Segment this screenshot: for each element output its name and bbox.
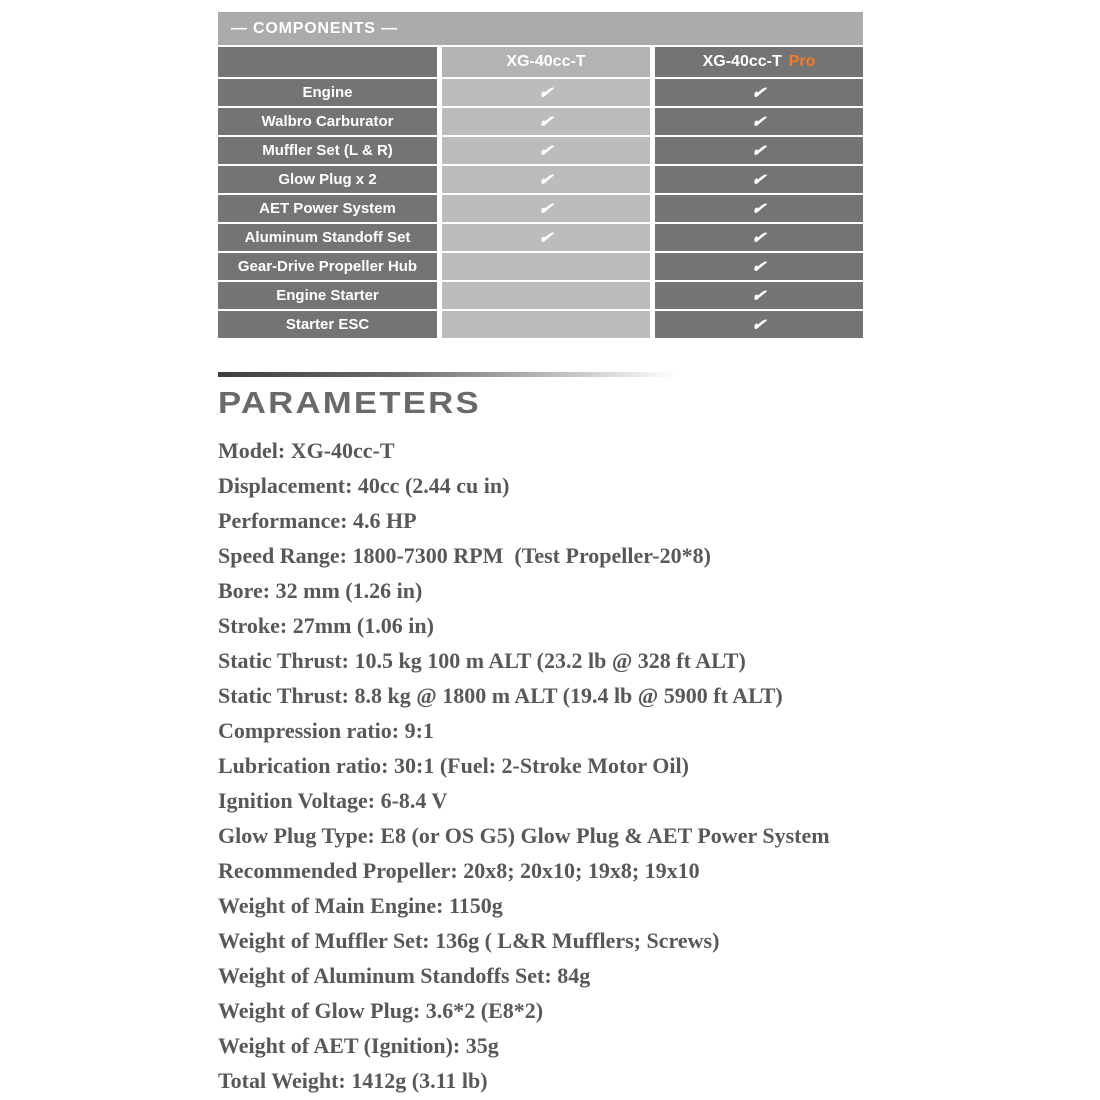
checkmark-icon: ✔: [538, 113, 554, 131]
checkmark-icon: ✔: [751, 316, 767, 334]
parameter-line: Recommended Propeller: 20x8; 20x10; 19x8; 19x10: [218, 858, 700, 883]
parameter-line: Weight of Main Engine: 1150g: [218, 893, 503, 918]
parameter-line: Model: XG-40cc-T: [218, 438, 395, 463]
checkmark-icon: ✔: [538, 171, 554, 189]
component-pro-cell: [655, 79, 863, 106]
checkmark-icon: ✔: [751, 113, 767, 131]
component-standard-cell: [442, 166, 650, 193]
checkmark-icon: ✔: [751, 258, 767, 276]
component-standard-cell: [442, 108, 650, 135]
parameters-heading: PARAMETERS: [218, 385, 481, 420]
component-standard-cell: [442, 311, 650, 338]
checkmark-icon: ✔: [538, 84, 554, 102]
component-row-label: Muffler Set (L & R): [218, 137, 437, 164]
checkmark-icon: ✔: [751, 229, 767, 247]
checkmark-icon: ✔: [751, 142, 767, 160]
component-row-label: Gear-Drive Propeller Hub: [218, 253, 437, 280]
parameter-line: Lubrication ratio: 30:1 (Fuel: 2-Stroke Motor Oil): [218, 753, 689, 778]
component-pro-cell: [655, 166, 863, 193]
components-header-pro-base: XG-40cc-T: [702, 53, 782, 70]
checkmark-icon: ✔: [751, 287, 767, 305]
components-header-standard: XG-40cc-T: [442, 47, 650, 77]
component-pro-cell: [655, 282, 863, 309]
checkmark-icon: ✔: [751, 171, 767, 189]
components-header-row: [218, 47, 863, 77]
component-row: [218, 166, 863, 193]
parameter-line: Weight of Aluminum Standoffs Set: 84g: [218, 963, 591, 988]
parameter-line: Bore: 32 mm (1.26 in): [218, 578, 423, 603]
components-table: [218, 12, 863, 338]
component-row: [218, 108, 863, 135]
parameter-line: Stroke: 27mm (1.06 in): [218, 613, 434, 638]
parameter-line: Compression ratio: 9:1: [218, 718, 434, 743]
component-row-label: Walbro Carburator: [218, 108, 437, 135]
component-row: [218, 311, 863, 338]
checkmark-icon: ✔: [538, 200, 554, 218]
component-row-label: Glow Plug x 2: [218, 166, 437, 193]
parameter-line: Glow Plug Type: E8 (or OS G5) Glow Plug & AET Power System: [218, 823, 830, 848]
checkmark-icon: ✔: [751, 84, 767, 102]
parameter-line: Speed Range: 1800-7300 RPM (Test Propeller-20*8): [218, 543, 711, 568]
component-pro-cell: [655, 108, 863, 135]
components-rows: [218, 79, 863, 338]
parameter-line: Static Thrust: 8.8 kg @ 1800 m ALT (19.4 lb @ 5900 ft ALT): [218, 683, 783, 708]
parameter-line: Weight of Muffler Set: 136g ( L&R Mufflers; Screws): [218, 928, 720, 953]
parameter-line: Displacement: 40cc (2.44 cu in): [218, 473, 510, 498]
component-standard-cell: [442, 137, 650, 164]
component-pro-cell: [655, 137, 863, 164]
component-standard-cell: [442, 195, 650, 222]
parameter-line: Weight of Glow Plug: 3.6*2 (E8*2): [218, 998, 544, 1023]
components-header-blank-cell: [218, 47, 437, 77]
component-row: [218, 195, 863, 222]
component-row: [218, 137, 863, 164]
component-row-label: Engine: [218, 79, 437, 106]
component-pro-cell: [655, 224, 863, 251]
checkmark-icon: ✔: [751, 200, 767, 218]
component-pro-cell: [655, 253, 863, 280]
parameter-line: Static Thrust: 10.5 kg 100 m ALT (23.2 lb @ 328 ft ALT): [218, 648, 746, 673]
component-standard-cell: [442, 282, 650, 309]
checkmark-icon: ✔: [538, 142, 554, 160]
component-row: [218, 253, 863, 280]
component-pro-cell: [655, 195, 863, 222]
component-row: [218, 79, 863, 106]
component-row-label: Starter ESC: [218, 311, 437, 338]
parameter-line: Performance: 4.6 HP: [218, 508, 417, 533]
parameter-line: Ignition Voltage: 6-8.4 V: [218, 788, 448, 813]
component-standard-cell: [442, 253, 650, 280]
section-divider-rule: [218, 372, 678, 377]
component-row: [218, 224, 863, 251]
checkmark-icon: ✔: [538, 229, 554, 247]
component-row: [218, 282, 863, 309]
components-header-pro-suffix: Pro: [788, 53, 816, 70]
parameter-line: Total Weight: 1412g (3.11 lb): [218, 1068, 488, 1093]
component-row-label: Engine Starter: [218, 282, 437, 309]
components-header-pro: [655, 47, 863, 77]
components-table-title: — COMPONENTS —: [218, 12, 863, 45]
component-row-label: AET Power System: [218, 195, 437, 222]
parameter-line: Weight of AET (Ignition): 35g: [218, 1033, 499, 1058]
parameters-list: [218, 433, 938, 1098]
component-standard-cell: [442, 79, 650, 106]
component-pro-cell: [655, 311, 863, 338]
component-standard-cell: [442, 224, 650, 251]
component-row-label: Aluminum Standoff Set: [218, 224, 437, 251]
